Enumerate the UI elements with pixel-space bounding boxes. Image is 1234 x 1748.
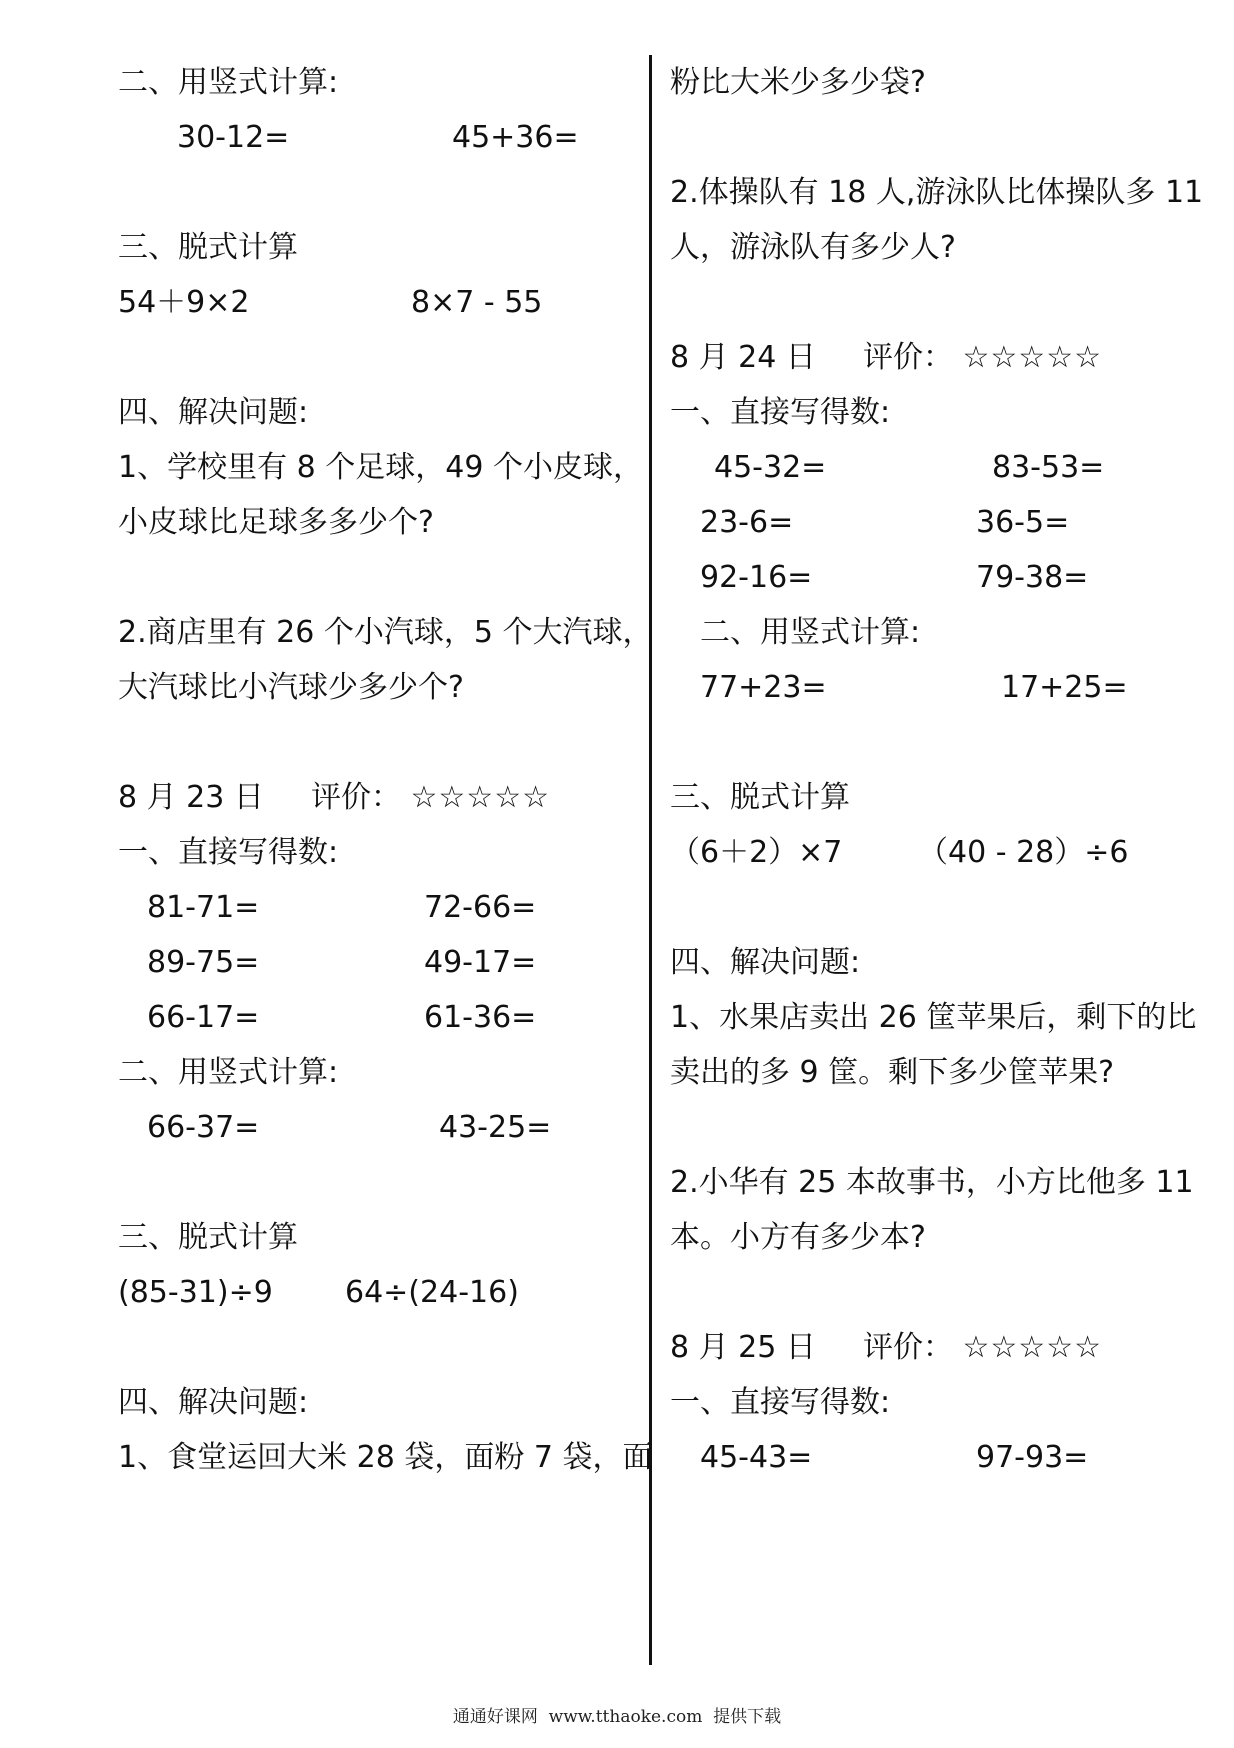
section-heading: 三、脱式计算	[118, 230, 298, 265]
column-divider	[649, 55, 652, 1665]
section-heading: 一、直接写得数:	[670, 1385, 891, 1420]
problem: 79-38=	[976, 560, 1089, 595]
section-heading: 四、解决问题:	[118, 395, 309, 430]
section-heading: 二、用竖式计算:	[118, 65, 339, 100]
word-problem-line: 人，游泳队有多少人?	[670, 230, 956, 265]
section-heading: 三、脱式计算	[670, 780, 850, 815]
star-rating: ☆☆☆☆☆	[962, 340, 1102, 375]
problem: 45+36=	[452, 120, 579, 155]
date-label: 8 月 23 日	[118, 780, 264, 815]
section-heading: 三、脱式计算	[118, 1220, 298, 1255]
problem: 17+25=	[1001, 670, 1128, 705]
word-problem-line: 本。小方有多少本?	[670, 1220, 926, 1255]
word-problem-line: 卖出的多 9 筐。剩下多少筐苹果?	[670, 1055, 1115, 1090]
footer-credit: 通通好课网 www.tthaoke.com 提供下载	[452, 1707, 782, 1727]
problem: 36-5=	[976, 505, 1070, 540]
problem: 45-43=	[700, 1440, 813, 1475]
rating-label: 评价：	[862, 1330, 953, 1365]
problem: 54＋9×2	[118, 285, 250, 320]
date-label: 8 月 24 日	[670, 340, 816, 375]
problem: 61-36=	[424, 1000, 537, 1035]
word-problem-line: 1、食堂运回大米 28 袋，面粉 7 袋，面	[118, 1440, 653, 1475]
day-header	[118, 778, 550, 818]
word-problem-line: 2.小华有 25 本故事书，小方比他多 11	[670, 1165, 1194, 1200]
problem: 8×7 - 55	[411, 285, 543, 320]
word-problem-line: 1、水果店卖出 26 筐苹果后，剩下的比	[670, 1000, 1197, 1035]
rating-label: 评价：	[310, 780, 401, 815]
problem: （40 - 28）÷6	[918, 835, 1129, 870]
problem: 89-75=	[147, 945, 260, 980]
section-heading: 四、解决问题:	[118, 1385, 309, 1420]
section-heading: 二、用竖式计算:	[118, 1055, 339, 1090]
word-problem-line: 小皮球比足球多多少个?	[118, 505, 434, 540]
star-rating: ☆☆☆☆☆	[962, 1330, 1102, 1365]
date-label: 8 月 25 日	[670, 1330, 816, 1365]
problem: 45-32=	[714, 450, 827, 485]
word-problem-line: 2.体操队有 18 人,游泳队比体操队多 11	[670, 175, 1204, 210]
word-problem-line: 大汽球比小汽球少多少个?	[118, 670, 464, 705]
problem: 66-37=	[147, 1110, 260, 1145]
section-heading: 一、直接写得数:	[670, 395, 891, 430]
problem: 43-25=	[439, 1110, 552, 1145]
day-header	[670, 1328, 1102, 1368]
problem: 23-6=	[700, 505, 794, 540]
section-heading: 二、用竖式计算:	[700, 615, 921, 650]
problem: 66-17=	[147, 1000, 260, 1035]
section-heading: 一、直接写得数:	[118, 835, 339, 870]
star-rating: ☆☆☆☆☆	[410, 780, 550, 815]
problem: 30-12=	[177, 120, 290, 155]
rating-label: 评价：	[862, 340, 953, 375]
word-problem-line: 粉比大米少多少袋?	[670, 65, 926, 100]
day-header	[670, 338, 1102, 378]
problem: （6＋2）×7	[670, 835, 843, 870]
problem: 97-93=	[976, 1440, 1089, 1475]
problem: 49-17=	[424, 945, 537, 980]
problem: 83-53=	[992, 450, 1105, 485]
section-heading: 四、解决问题:	[670, 945, 861, 980]
problem: 77+23=	[700, 670, 827, 705]
problem: 64÷(24-16)	[345, 1275, 519, 1310]
problem: 72-66=	[424, 890, 537, 925]
word-problem-line: 1、学校里有 8 个足球，49 个小皮球，	[118, 450, 643, 485]
problem: 81-71=	[147, 890, 260, 925]
problem: (85-31)÷9	[118, 1275, 273, 1310]
problem: 92-16=	[700, 560, 813, 595]
word-problem-line: 2.商店里有 26 个小汽球，5 个大汽球，	[118, 615, 653, 650]
